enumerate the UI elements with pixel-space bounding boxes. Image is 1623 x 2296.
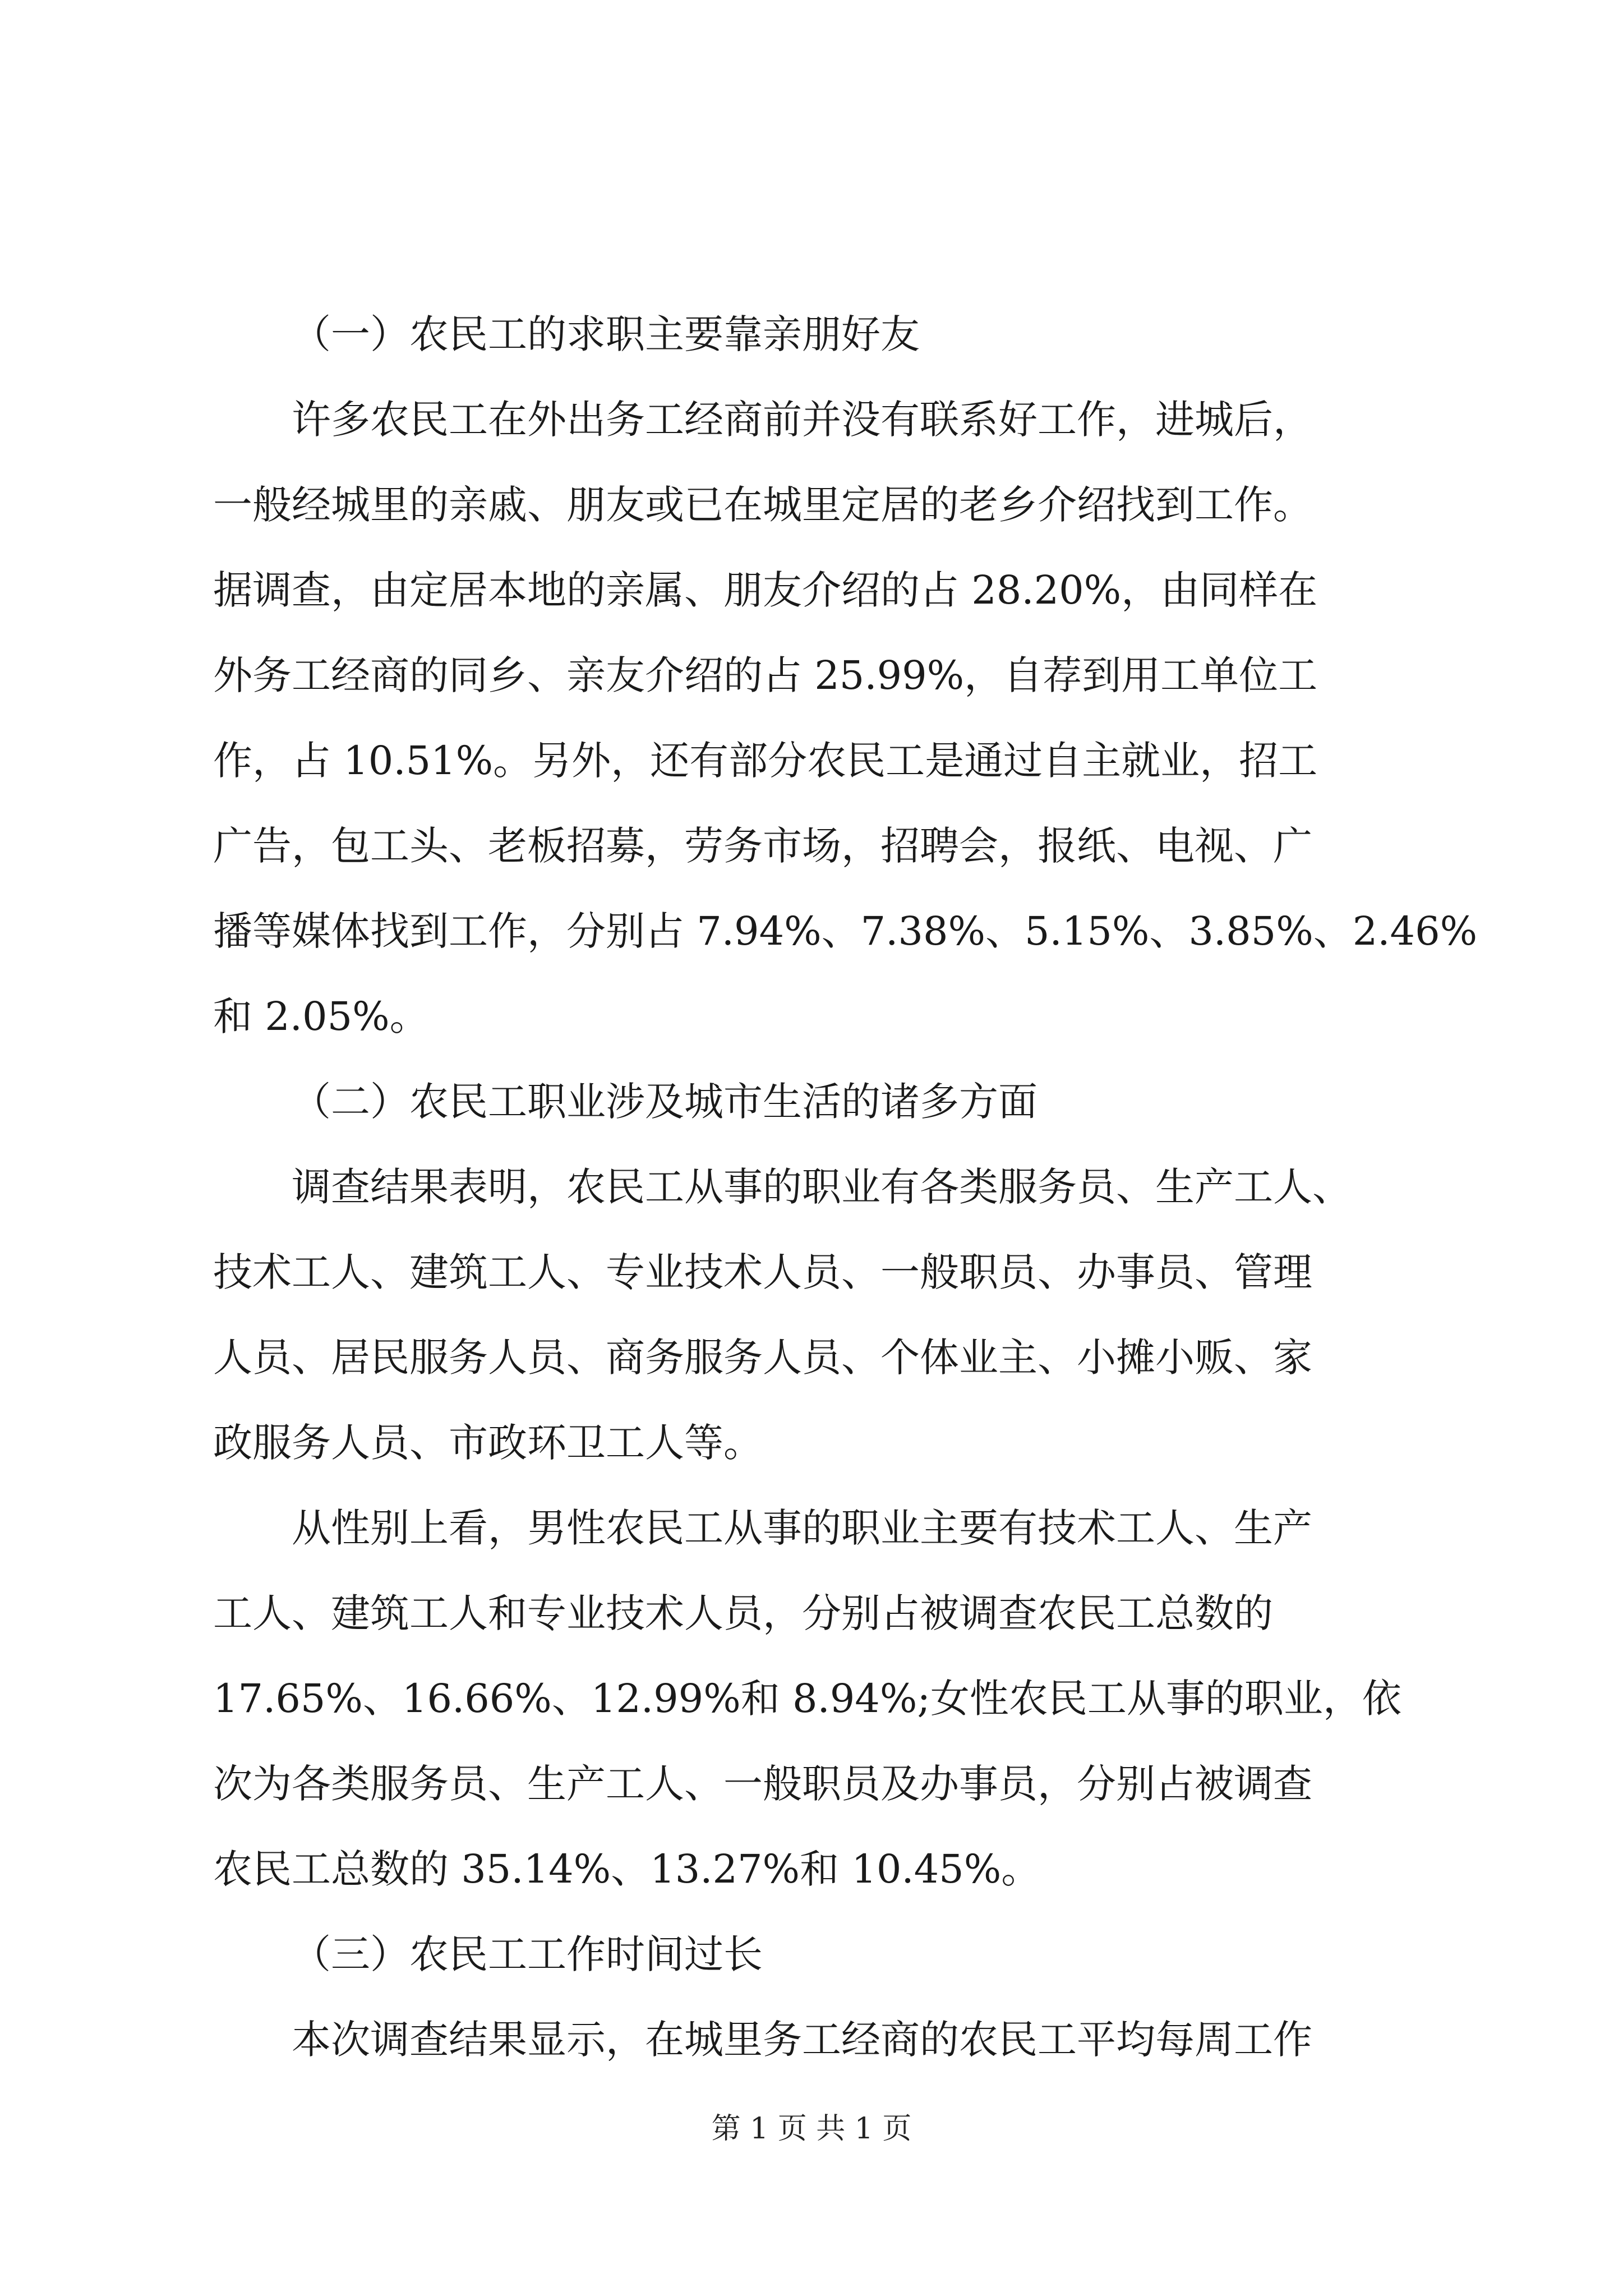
document-body xyxy=(213,292,1478,2082)
text-line: 本次调查结果显示，在城里务工经商的农民工平均每周工作 xyxy=(292,2017,1312,2063)
text-line: 和 2.05%。 xyxy=(213,993,429,1039)
text-line: 工人、建筑工人和专业技术人员，分别占被调查农民工总数的 xyxy=(213,1590,1273,1636)
text-line: 外务工经商的同乡、亲友介绍的占 25.99%，自荐到用工单位工 xyxy=(213,652,1318,698)
text-line: （三）农民工工作时间过长 xyxy=(292,1931,763,1977)
text-line: （一）农民工的求职主要靠亲朋好友 xyxy=(292,311,920,357)
text-line: 17.65%、16.66%、12.99%和 8.94%;女性农民工从事的职业，依 xyxy=(213,1676,1401,1722)
text-line: 农民工总数的 35.14%、13.27%和 10.45%。 xyxy=(213,1846,1041,1892)
text-line: 人员、居民服务人员、商务服务人员、个体业主、小摊小贩、家 xyxy=(213,1335,1312,1381)
text-line: 次为各类服务员、生产工人、一般职员及办事员，分别占被调查 xyxy=(213,1761,1312,1807)
text-line: 调查结果表明，农民工从事的职业有各类服务员、生产工人、 xyxy=(292,1164,1352,1210)
text-line: 政服务人员、市政环卫工人等。 xyxy=(213,1420,763,1466)
text-line: 广告，包工头、老板招募，劳务市场，招聘会，报纸、电视、广 xyxy=(213,823,1312,869)
text-line: 技术工人、建筑工人、专业技术人员、一般职员、办事员、管理 xyxy=(213,1249,1312,1295)
text-line: （二）农民工职业涉及城市生活的诸多方面 xyxy=(292,1079,1038,1125)
text-line: 播等媒体找到工作，分别占 7.94%、7.38%、5.15%、3.85%、2.46% xyxy=(213,908,1478,954)
page-footer: 第 1 页 共 1 页 xyxy=(711,2112,912,2146)
text-line: 从性别上看，男性农民工从事的职业主要有技术工人、生产 xyxy=(292,1505,1312,1551)
text-line: 许多农民工在外出务工经商前并没有联系好工作，进城后， xyxy=(292,397,1312,443)
text-line: 作，占 10.51%。另外，还有部分农民工是通过自主就业，招工 xyxy=(213,738,1318,784)
text-line: 一般经城里的亲戚、朋友或已在城里定居的老乡介绍找到工作。 xyxy=(213,482,1312,528)
text-line: 据调查，由定居本地的亲属、朋友介绍的占 28.20%，由同样在 xyxy=(213,567,1318,613)
